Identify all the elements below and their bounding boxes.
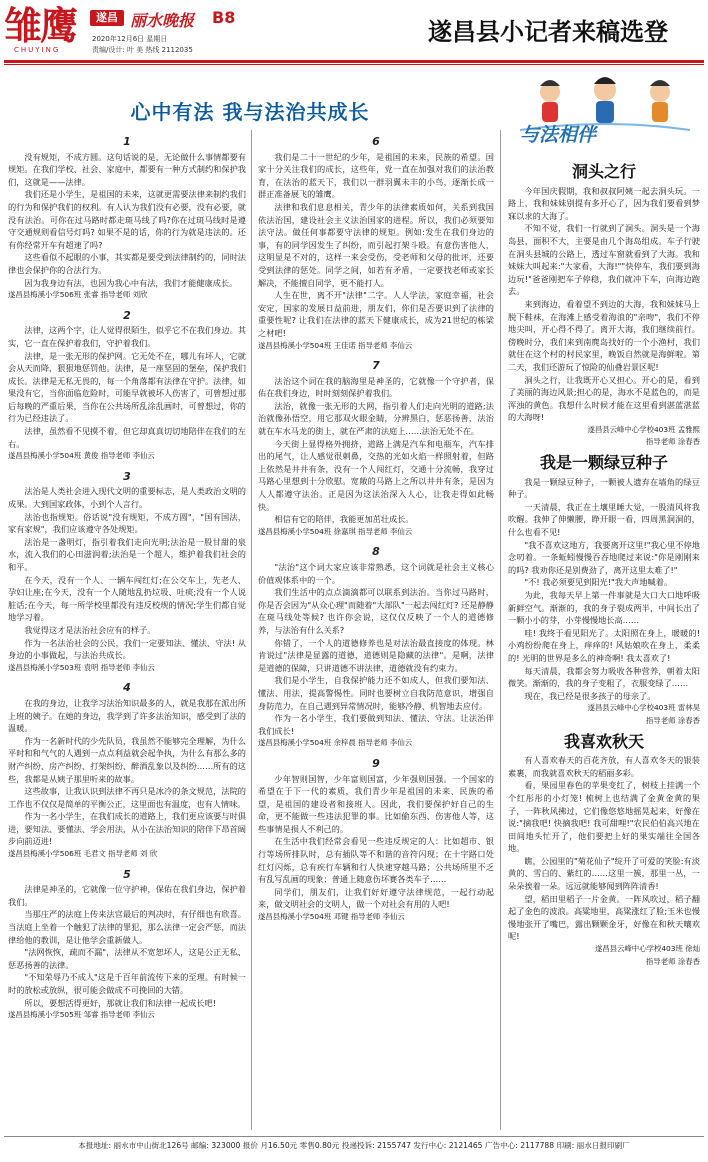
essay	[258, 136, 494, 352]
article-paragraph: 有人喜欢春天的百花齐放，有人喜欢冬天的银装素裹，而我就喜欢秋天的稻丽多彩。	[508, 755, 700, 778]
essay-signature: 遂昌县梅溪小学504班 邓键 指导老师 李仙云	[258, 912, 405, 922]
child-hair-left	[540, 80, 560, 86]
essay-paragraph: 少年智则国智，少年富则国富，少年强则国强。一个国家的希望在于下一代的素质，我们青少年是祖国的未来、民族的希望，是祖国的建设者和接班人。因此，我们要保护好自己的生命，更不能做一些违法犯罪的事。比如偷东西、伤害他人等，这些事情是损人不利己的。	[258, 773, 494, 834]
essay-paragraph: 这些看似不起眼的小事，其实都是要受到法律制约的，同时法律也会保护你的合法行为。	[8, 252, 246, 275]
article-teacher: 指导老师 涂春香	[645, 715, 700, 725]
essay	[8, 471, 246, 675]
brand-name-en: CHUYING	[14, 46, 61, 54]
article-title: 我是一颗绿豆种子	[539, 453, 668, 473]
essay-signature: 遂昌县梅溪小学504班 黄俊 指导老师 李仙云	[8, 451, 155, 461]
section-tag: 遂昌	[90, 10, 124, 26]
column-divider	[251, 130, 252, 1130]
article-paragraph: 瞧，公园里的"菊花仙子"绽开了可爱的笑脸:有淡黄的、雪白的、紫红的……这里一簇，那里一丛，一朵朵挨着一朵。远远就能够闻到阵阵清香!	[508, 855, 700, 892]
essay-paragraph: 在今天，没有一个人、一辆车闯红灯;在公交车上，先老人、孕妇让座;在今天，没有一个人随地乱扔垃圾、吐痰;没有一个人说脏话;在今天，每一所学校里都没有违反校规的情况;学生们都自觉地学习着。	[8, 574, 246, 623]
essay-paragraph: 作为一名小学生，我们要做到知法、懂法、守法。让法治伴我们成长!	[258, 713, 494, 736]
brand-logo	[4, 3, 90, 54]
essay-paragraph: 我们是二十一世纪的少年，是祖国的未来，民族的希望。国家十分关注我们的成长，这些年，党一直在加强对我们的法治教育，在法治的蓝天下，我们以一群羽翼未丰的小鸟，逐渐长成一群正准备展飞的雏鹰。	[258, 151, 494, 200]
page-number: B8	[212, 8, 236, 27]
column-logo: 与法相伴	[520, 124, 597, 146]
essay	[258, 360, 494, 538]
column-right	[508, 162, 700, 1132]
article-paragraph: 现在，我已经是很多孩子的母亲了。	[524, 690, 656, 701]
essay-signature: 遂昌县梅溪小学504班 王佳诺 指导老师 李仙云	[258, 340, 413, 350]
article-paragraph: 今年国庆假期，我和叔叔阿姨一起去洞头玩。一路上，我和妹妹别提有多开心了，因为我们要看到梦寐以求的大海了。	[508, 185, 700, 221]
essay-paragraph: 在生活中我们经常会看见一些违反规定的人：比如超市、银行等场所排队时，总有插队等不和谐的音符闪现；在十字路口处红灯闪烁，总有疾行车辆和行人快速穿越马路；公共场所里不乏有乱写乱画的现象；普通上随意伤坏赛各类车子……	[258, 836, 494, 885]
essay-paragraph: 法治这个词在我的脑海里是神圣的，它就像一个守护者，保佑在我们身边，时时刻刻保护着我们。	[258, 375, 494, 399]
essay-number: 6	[372, 135, 380, 148]
essay-signature: 遂昌县梅溪小学506班 毛君文 指导老师 刘 欣	[8, 849, 158, 859]
article-paragraph: 我是一颗绿豆种子，一颗被人遗弃在墙角的绿豆种子。	[508, 476, 700, 500]
essay	[258, 758, 494, 924]
date-line: 2020年12月6日 星期日	[92, 35, 168, 43]
article-paragraph: 一天清晨，我正在土壤里睡大觉，一股清风将我吹醒。我伸了伸懒腰，睁开眼一看，四周黑洞洞的，什么也看不见!	[508, 501, 700, 538]
essay-paragraph: 我们还是小学生，是祖国的未来，这就更需要法律来制约我们的行为和保护我们的权利。有人认为我们没有必要，没有必要，就没有法治。可你在过马路时都走斑马线了吗?你在过斑马线时是遵守交通规则看信号灯吗? 如果不是的话，你的行为就是违法的。还有你经常开车有超速了吗?	[8, 189, 246, 250]
essay-paragraph: 作为一名新时代的少先队员，我虽然不能够完全理解，为什么平时和和气气的人遇到一点点利益就会起争执，为什么有那么多的财产纠纷、房产纠纷、打架纠纷、醉酒乱象以及纠纷……所有的这些，我都是从姨子那里听来的故事。	[8, 735, 246, 784]
essay-paragraph: 相信有它的陪伴，我能更加茁壮成长。	[274, 514, 414, 525]
essay	[8, 136, 246, 302]
article-teacher: 指导老师 涂春香	[645, 437, 700, 447]
essay-paragraph: 因为我身边有法，也因为我心中有法，我们才能健康成长。	[24, 277, 238, 288]
header-rule-thin	[4, 64, 704, 65]
side-article	[508, 162, 700, 449]
essay-paragraph: 法律和我们息息相关，青少年的法律素质如何，关系到我国依法治国，建设社会主义法治国家的进程。所以，我们必须要知法守法。做任何事都要守法律的规矩。例如:发生在我们身边的事，有的同学因发生了纠纷，而引起打架斗殴。有意伤害他人，这明显是不对的，这样一来会受伤，受老师和父母的批评，还要受到法律的惩处。同学之间，如若有矛盾，一定要找老师或家长解决，不能擅自同学，更不能打人。	[258, 201, 494, 288]
essay-number: 2	[123, 308, 131, 322]
essay-signature: 遂昌县梅溪小学504班 余梓晨 指导老师 李仙云	[258, 738, 413, 748]
essay-number: 7	[372, 359, 380, 373]
brand-name: 雏鹰	[4, 3, 77, 48]
article-title: 我喜欢秋天	[563, 731, 644, 751]
side-article	[508, 453, 700, 727]
essay-paragraph: "法治"这个词大家应该非常熟悉，这个词就是社会主义核心价值观体系中的一个。	[258, 562, 494, 585]
child-hair-middle	[594, 77, 616, 84]
article-paragraph: 看，果园里春色的苹果变红了，树枝上挂满一个个红彤彤的小灯笼! 梳树上也结满了金黄金黄的果子，一阵秋风拂过，它们像悠悠地摇晃起来，好像在说:"摘我吧! 快摘我吧! 我可甜哩!"农民伯伯高兴地在田间地头忙开了，他们要把上好的果实端往全国各地。	[508, 780, 700, 854]
article-paragraph: 不知不觉，我们一行就到了洞头。洞头是一个海岛县，面积不大，主要是由几个海岛组成。车子行驶在洞头县城的公路上，透过车窗就看到了大海。我和妹妹大叫起来:"大家看，大海!""快停车，我们要到海边玩!"爸爸刚把车子停稳，我们就冲下车，向海边跑去。	[508, 223, 700, 297]
essay-signature: 遂昌县梅溪小学506班 张睿 指导老师 刘欣	[8, 290, 148, 300]
section-title: 心中有法 我与法治共成长	[130, 100, 370, 124]
essay-paragraph: 我觉得这才是法治社会应有的样子。	[24, 624, 156, 635]
article-signature: 遂昌县云峰中心学校403班 雷林昊	[587, 703, 700, 713]
editor-line: 责编/设计: 叶 美 热线 2112035	[92, 46, 193, 54]
article-teacher: 指导老师 涂春香	[645, 956, 700, 966]
essay-paragraph: 你错了，一个人的道德修养也是对法治最直接度的体现。林肯说过"法律是显露的道德，道德则是隐藏的法律"。是啊，法律是道德的保障，只讲道德不讲法律，道德就没有约束力。	[258, 637, 494, 673]
essay-number: 8	[372, 545, 380, 559]
page-title: 遂昌县小记者来稿选登	[428, 17, 668, 46]
essay-paragraph: "不知荣辱乃不成人"这是千百年前流传下来的至理。有时候一时的放松或放纵，很可能会做成不可挽回的大错。	[8, 972, 246, 995]
essay-paragraph: 人生在世，离不开"法律"二字。人人学法，家庭幸福，社会安定，国家的发展日益前进，朋友们，你们是否要识到了法律的重要性呢? 让我们在法律的蓝天下健康成长，成为21世纪的栋梁之材吧!	[258, 290, 494, 338]
essay-paragraph: "法网恢恢，疏而不漏"，法律从不宽恕坏人，这是公正无私、惩恶扬善的法律。	[8, 947, 246, 970]
column-left	[8, 134, 246, 1134]
paper-name: 丽水晚报	[130, 11, 195, 30]
article-paragraph: "不! 我必须要见到阳光!"我大声地喊着。	[524, 577, 673, 588]
article-title: 洞头之行	[571, 162, 636, 181]
column-middle	[258, 134, 494, 1134]
essay-paragraph: 法律是神圣的，它就像一位守护神，保佑在我们身边，保护着我们。	[8, 884, 246, 907]
article-paragraph: 来到海边，看着望不到边的大海，我和妹妹马上脱下鞋袜，在海滩上感受着海浪的"亲吻"，我们不停地尖叫，开心得不得了。离开大海，我们继续前行。傍晚时分，我们来到南麂岛找好的一个小渔村，我们就住在这个村的村民家里，晚饭自然就是海鲜啦。第二天，我们还游玩了惊险的仙叠岩景区呢!	[508, 298, 700, 372]
essay-signature: 遂昌县梅溪小学504班 徐嘉琪 指导老师 李仙云	[258, 526, 413, 536]
essay-paragraph: 在我的身边，让我学习法治知识最多的人，就是我那在派出所上班的姨子。在她的身边，我学到了许多法治知识，感受到了法的温暖。	[8, 697, 246, 734]
essay-number: 4	[123, 681, 131, 695]
essay-paragraph: 这些故事，让我认识到法律不再只是冰冷的条文规范，法院的工作也不仅仅是简单的平衡公正，这里面也有温度，也有人情味。	[8, 786, 246, 809]
article-signature: 遂昌县云峰中心学校403班 徐灿	[594, 944, 700, 954]
essay-paragraph: 我们生活中的点点滴滴都可以联系到法治。当你过马路时，你是否会因为"从众心理"而随着"大部队"一起去闯红灯? 还是静静在斑马线处等候? 也许你会说，这仅仅反映了一个人的道德修养，与法治有什么关系?	[258, 587, 494, 635]
essay-paragraph: 没有规矩，不成方圆。这句话说的是，无论做什么事情都要有规矩。在我们学校、社会、家庭中，都要有一种方式制约和保护我们，这就是——法律。	[8, 151, 246, 187]
footer-rule	[4, 1136, 704, 1137]
essay-paragraph: 法律，这两个字，让人觉得很陌生，似乎它不在我们身边。其实，它一直在保护着我们，守护着我们。	[8, 325, 246, 348]
essay-paragraph: 法治是人类社会进入现代文明的重要标志，是人类政治文明的成果。大到国家政体，小到个人言行。	[8, 486, 246, 510]
article-paragraph: 每天清晨，我都会努力吸收各种营养，朝着太阳微笑。渐渐的，我的身子变粗了，衣服变绿了……	[508, 665, 700, 689]
essay-number: 1	[123, 135, 131, 148]
essay-paragraph: 所以，要想活得更好，那就让我们和法律一起成长吧!	[24, 997, 216, 1008]
article-paragraph: "我不喜欢这地方，我要离开这里!"我心里不停地念叨着。一条蚯蚓慢慢吞吞地爬过来说:"你是刚刚来的吗? 我劝你还是别费劲了，离开这里太难了!"	[508, 539, 700, 575]
essay-number: 9	[372, 756, 380, 770]
essay-paragraph: 我们是小学生，自我保护能力还不如成人，但我们要知法、懂法、用法，提高警惕性。同时也要树立自我防范意识，增强自身防范力，在自己遇到异常情况时，能够冷静、机智地去应付。	[258, 675, 494, 711]
essay-paragraph: 作为一名小学生，在我们成长的道路上，我们更应该要与时俱进，要知法、要懂法、学会用法，从小在法治知识的陪伴下昂首阔步向前迈进!	[8, 811, 246, 847]
essay-signature: 遂昌县梅溪小学505班 邹睿 指导老师 李仙云	[8, 1010, 155, 1020]
column-divider	[500, 130, 501, 1130]
essay	[258, 546, 494, 750]
essay	[8, 682, 246, 860]
header-rule	[4, 60, 704, 63]
essay-paragraph: 今天街上显得格外拥挤，道路上满是汽车和电瓶车，汽车排出的尾气，让人感觉很刺鼻，交热的光如火焰一样照射着，但路上依然是井井有条，没有一个人闯红灯，交通十分流畅，我穿过马路心里想到十分欣慰。宽敞的马路上之所以井井有条，是因为人人都遵守法治。正是因为这法治深入人心，让我走得如此畅快。	[258, 438, 494, 512]
essay	[8, 869, 246, 1022]
article-paragraph: 望，稻田里稻子一片金黄。一阵风吹过，稻子翻起了金色的波浪。高粱地里，高粱涨红了脸;玉米也慢慢地张开了嘴巴，露出颗颗金牙，好像在和秋天嚷欢呢!	[508, 893, 700, 942]
side-article	[508, 731, 700, 969]
essay-signature: 遂昌县梅溪小学503班 袁明 指导老师 李仙云	[8, 662, 155, 672]
article-paragraph: 洞头之行，让我既开心又担心。开心的是，看到了美丽的海边风景;担心的是，海水不是蓝色的，而是浑浊的黄色。我想什么时候才能在这里看到湛蓝湛蓝的大海呀!	[508, 374, 700, 423]
child-body-left	[542, 102, 558, 122]
essay-paragraph: 作为一名法治社会的公民，我们一定要知法、懂法、守法! 从身边的小事做起，与法治共成长。	[8, 637, 246, 661]
essay-number: 3	[123, 469, 131, 483]
article-paragraph: 为此，我每天早上第一件事就是大口大口地呼吸新鲜空气。渐渐的，我的身子裂成两半，中间长出了一颗小小的芽，小芽慢慢地长高……	[508, 590, 700, 626]
essay-paragraph: 当那庄严的法庭上传来法官最后的判决时，有仔细也有欣喜。当法庭上坐着一个触犯了法律的罪犯，那么法律一定会严惩，而法律给他的教训，是让他学会重新做人。	[8, 909, 246, 945]
essay-paragraph: 法律，是一张无形的保护网。它无处不在，哪儿有坏人，它就会从天而降，狠狠地惩罚他。法律，是一座坚固的堡垒，保护我们成长。法律是无私无畏的，每一个角落都有法律在守护。法律，如果没有它，当你面临危险时，可能早就被坏人伤害了，可曾想过那后每晚的严重后果，当你在公共场所乱涂乱画时，可曾想过，你的行为已经违法了。	[8, 350, 246, 424]
essay-paragraph: 同学们，朋友们，让我们好好遵守法律规范，一起行动起来，做文明社会的文明人，做一个对社会有用的人吧!	[258, 886, 494, 910]
essay-paragraph: 法治，就像一张无形的大网，指引着人们走向光明的道路;法治就像孙悟空，用它那双火眼金睛，分辨黑白，惩恶扬善，法治就在车水马龙的街上，就在严肃的法庭上……法治无处不在。	[258, 400, 494, 437]
child-hair-right	[650, 80, 670, 86]
essay-paragraph: 法治也指规矩。俗话说"没有规矩，不成方圆"，"国有国法，家有家规"，我们应该遵守各处规矩。	[8, 511, 246, 535]
child-body-right	[652, 102, 668, 122]
footer-info: 本报地址: 丽水市中山街北126号 邮编: 323000 报价 月16.50元 零售0.80元 投递投诉: 2155747 发行中心: 2121465 广告中心: 2117788 印刷: 丽水日报印刷厂	[78, 1141, 630, 1150]
article-signature: 遂昌县云峰中心学校403班 孟雅熙	[587, 424, 700, 434]
essay-paragraph: 法律，虽然看不见摸不着，但它却真真切切地陪伴在我们的左右。	[8, 426, 246, 449]
article-paragraph: 哇! 我终于看见阳光了。太阳照在身上，暖暖的!小鸡纷纷爬在身上，痒痒的! 风姑娘吹在身上，柔柔的! 光明的世界是多么的神奇啊! 我太喜欢了!	[508, 627, 700, 663]
essay	[8, 310, 246, 463]
essay-number: 5	[123, 867, 131, 881]
essay-paragraph: 法治是一盏明灯，指引着我们走向光明;法治是一股甘甜的泉水，流入我们的心田滋润着;法治是一个超人，维护着我们社会的和平。	[8, 536, 246, 572]
